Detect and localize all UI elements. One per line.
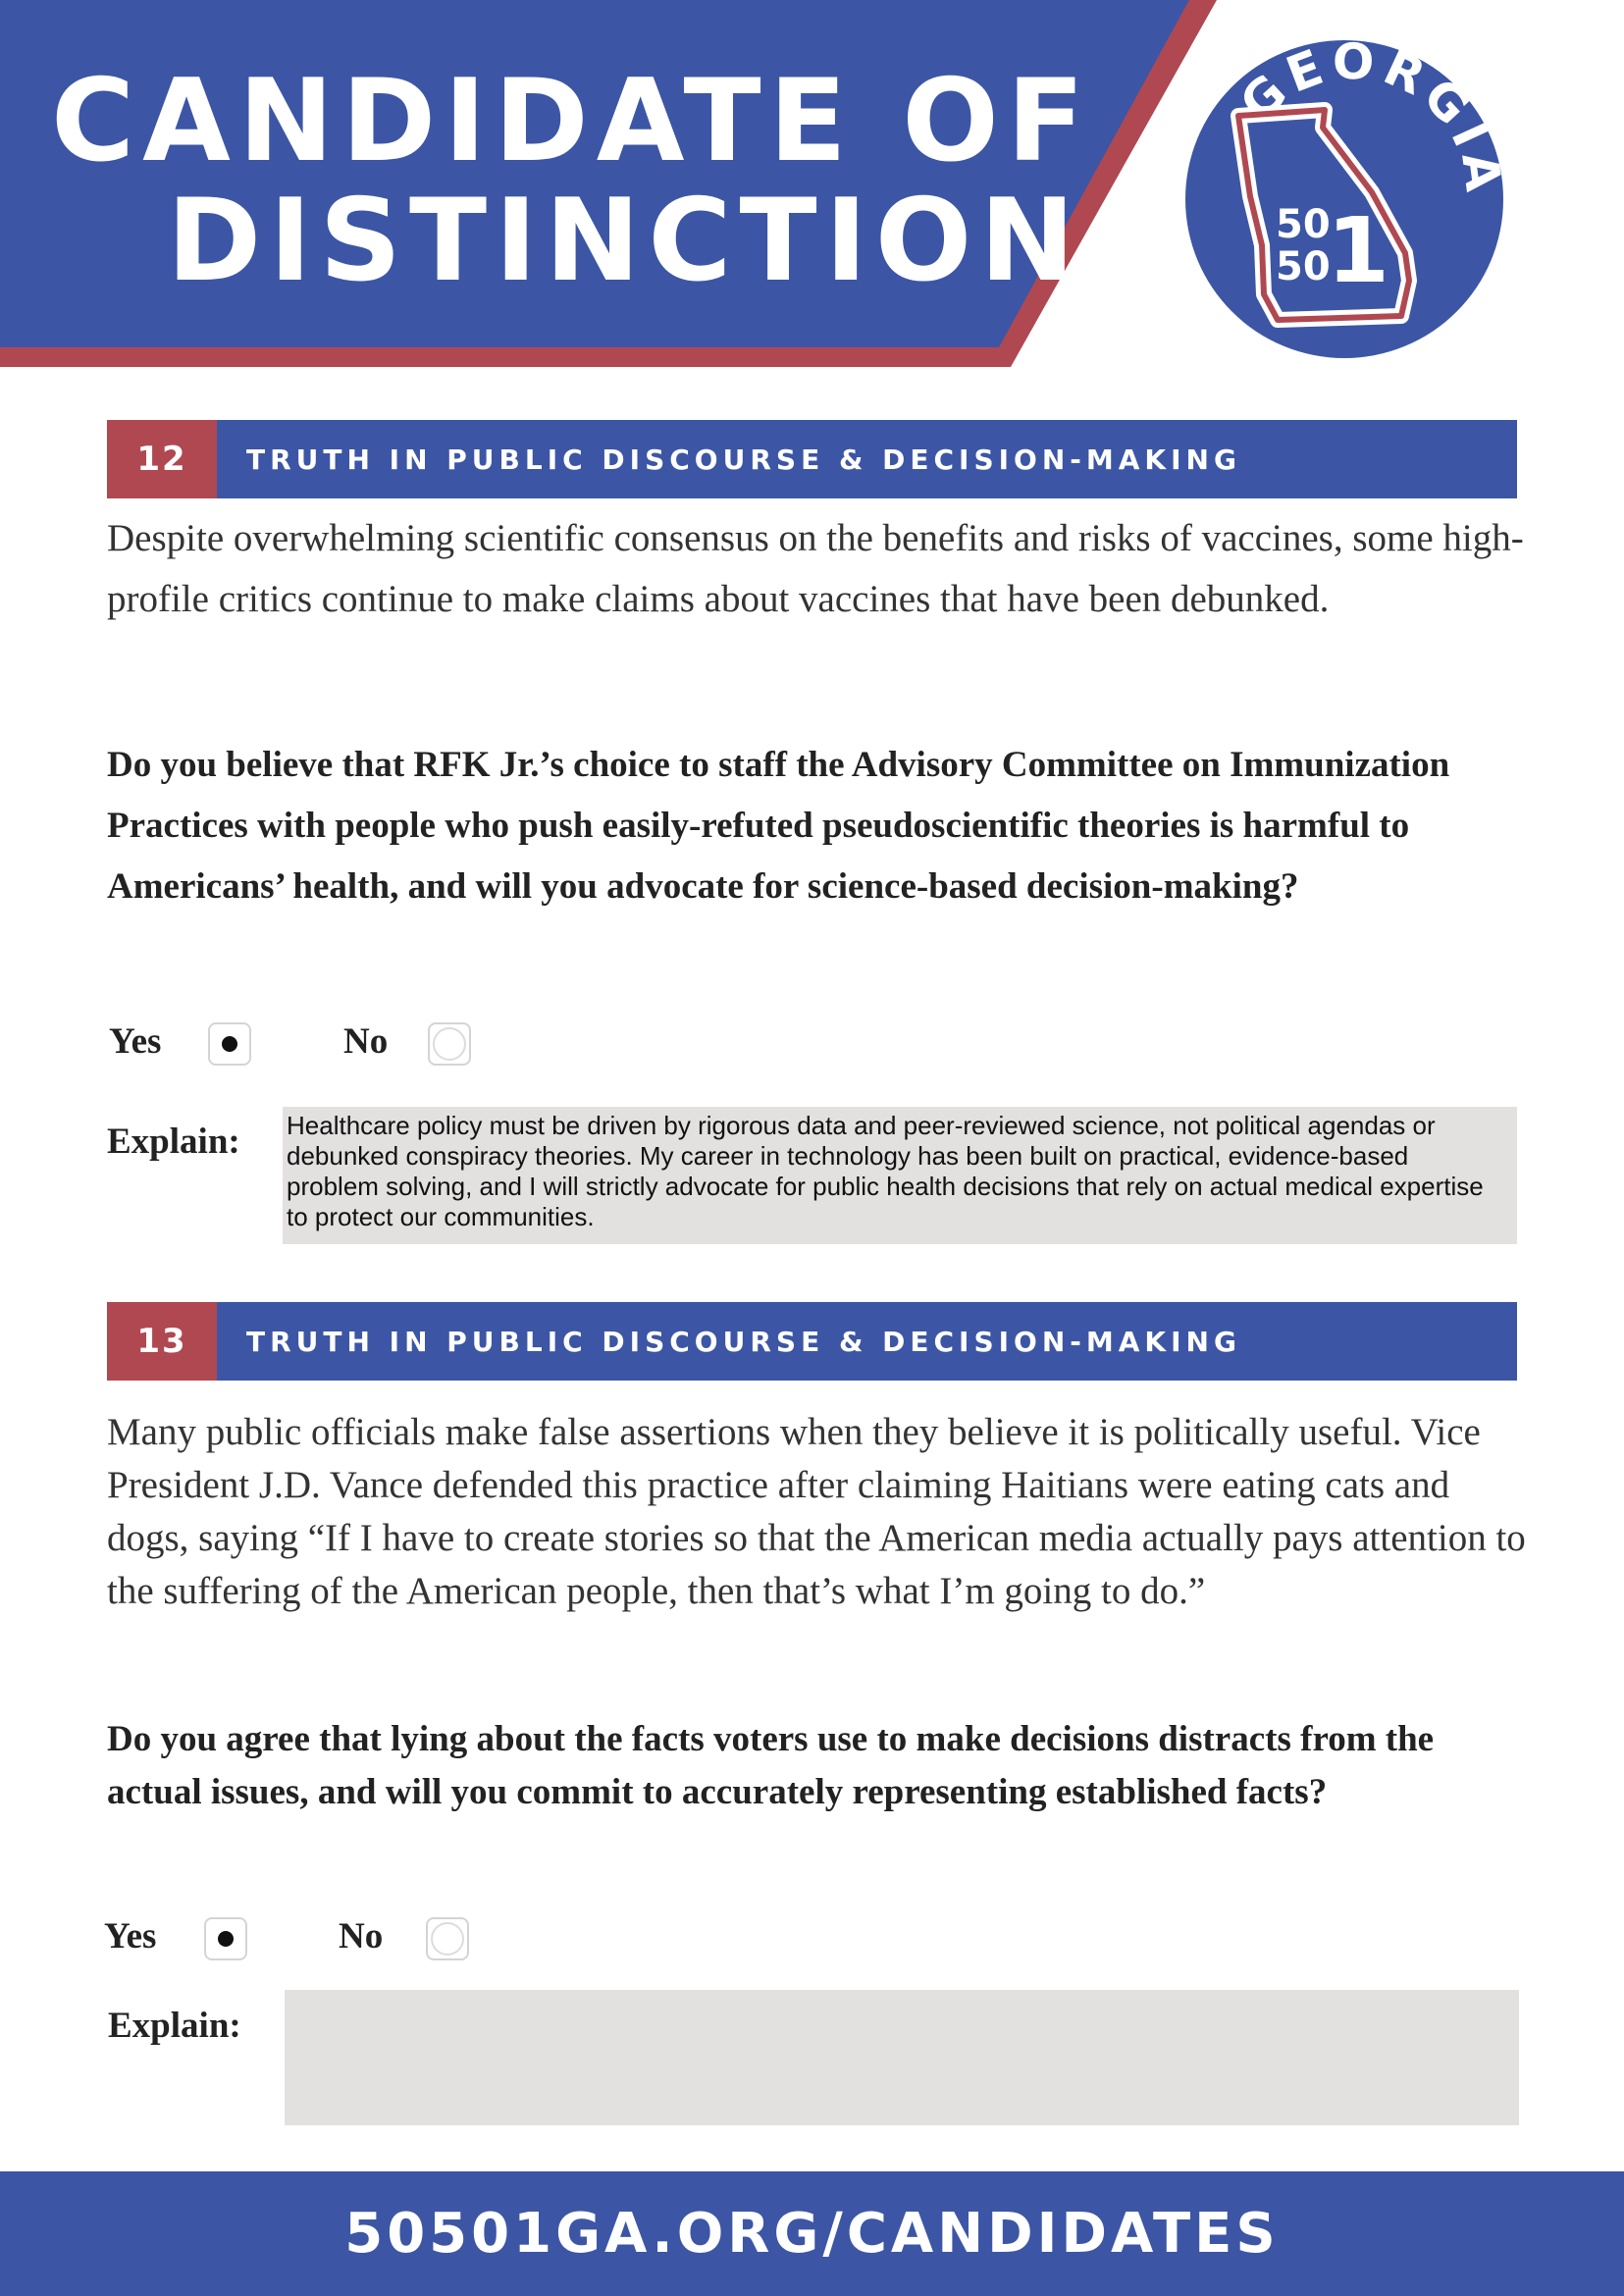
seal-mark-top: 50 bbox=[1276, 202, 1331, 247]
section-number: 13 bbox=[107, 1302, 217, 1381]
seal-mark-big: 1 bbox=[1327, 198, 1390, 303]
georgia-seal-logo bbox=[1185, 33, 1512, 358]
section-12-explain-label: Explain: bbox=[107, 1122, 240, 1162]
section-12-header bbox=[107, 420, 1517, 498]
page-title-line2: DISTINCTION bbox=[167, 175, 1083, 307]
section-12-no-label: No bbox=[343, 1021, 389, 1062]
section-title: TRUTH IN PUBLIC DISCOURSE & DECISION-MAKING bbox=[246, 1325, 1241, 1358]
section-13-yes-radio[interactable] bbox=[204, 1917, 247, 1960]
section-12-explain-field[interactable] bbox=[283, 1107, 1517, 1244]
section-12-yes-radio[interactable] bbox=[208, 1022, 251, 1066]
footer-url[interactable]: 50501GA.ORG/CANDIDATES bbox=[344, 2202, 1280, 2266]
section-12-question: Do you believe that RFK Jr.’s choice to staff the Advisory Committee on Immunization Practices with people who push easily-refuted pseudoscientific theories is harmful to Americans’ health, and will you advocate for science-based decision-making? bbox=[107, 745, 1450, 907]
section-13-yes-label: Yes bbox=[104, 1916, 157, 1957]
section-title: TRUTH IN PUBLIC DISCOURSE & DECISION-MAKING bbox=[246, 443, 1241, 476]
section-12-intro: Despite overwhelming scientific consensus on the benefits and risks of vaccines, some high-profile critics continue to make claims about vaccines that have been debunked. bbox=[107, 517, 1524, 620]
section-13-header bbox=[107, 1302, 1517, 1381]
section-13-no-label: No bbox=[339, 1916, 384, 1957]
page-title-line1: CANDIDATE OF bbox=[51, 55, 1093, 187]
section-13-question: Do you agree that lying about the facts voters use to make decisions distracts from the actual issues, and will you commit to accurately representing established facts? bbox=[107, 1719, 1435, 1812]
section-13-intro: Many public officials make false assertions when they believe it is politically useful. Vice President J.D. Vance defended this practice after claiming Haitians were eating cats and dogs, saying “If I have to create stories so that the American media actually pays attention to the suffering of the American people, then that’s what I’m going to do.” bbox=[107, 1411, 1526, 1612]
section-13-explain-label: Explain: bbox=[108, 2006, 241, 2046]
section-12-yes-label: Yes bbox=[109, 1021, 162, 1062]
section-12-no-radio[interactable] bbox=[428, 1022, 471, 1066]
section-number: 12 bbox=[107, 420, 217, 498]
section-13-explain-field[interactable] bbox=[285, 1990, 1519, 2125]
footer-banner bbox=[0, 2171, 1624, 2296]
section-12-explain-text: Healthcare policy must be driven by rigorous data and peer-reviewed science, not political agendas or debunked conspiracy theories. My career in technology has been built on practical, evidence-based problem solving, and I will strictly advocate for public health decisions that rely on actual medical expertise to protect our communities. bbox=[287, 1111, 1484, 1231]
section-13-no-radio[interactable] bbox=[426, 1917, 469, 1960]
seal-state-text: GEORGIA bbox=[1229, 32, 1513, 201]
seal-mark-bottom: 50 bbox=[1276, 244, 1331, 289]
